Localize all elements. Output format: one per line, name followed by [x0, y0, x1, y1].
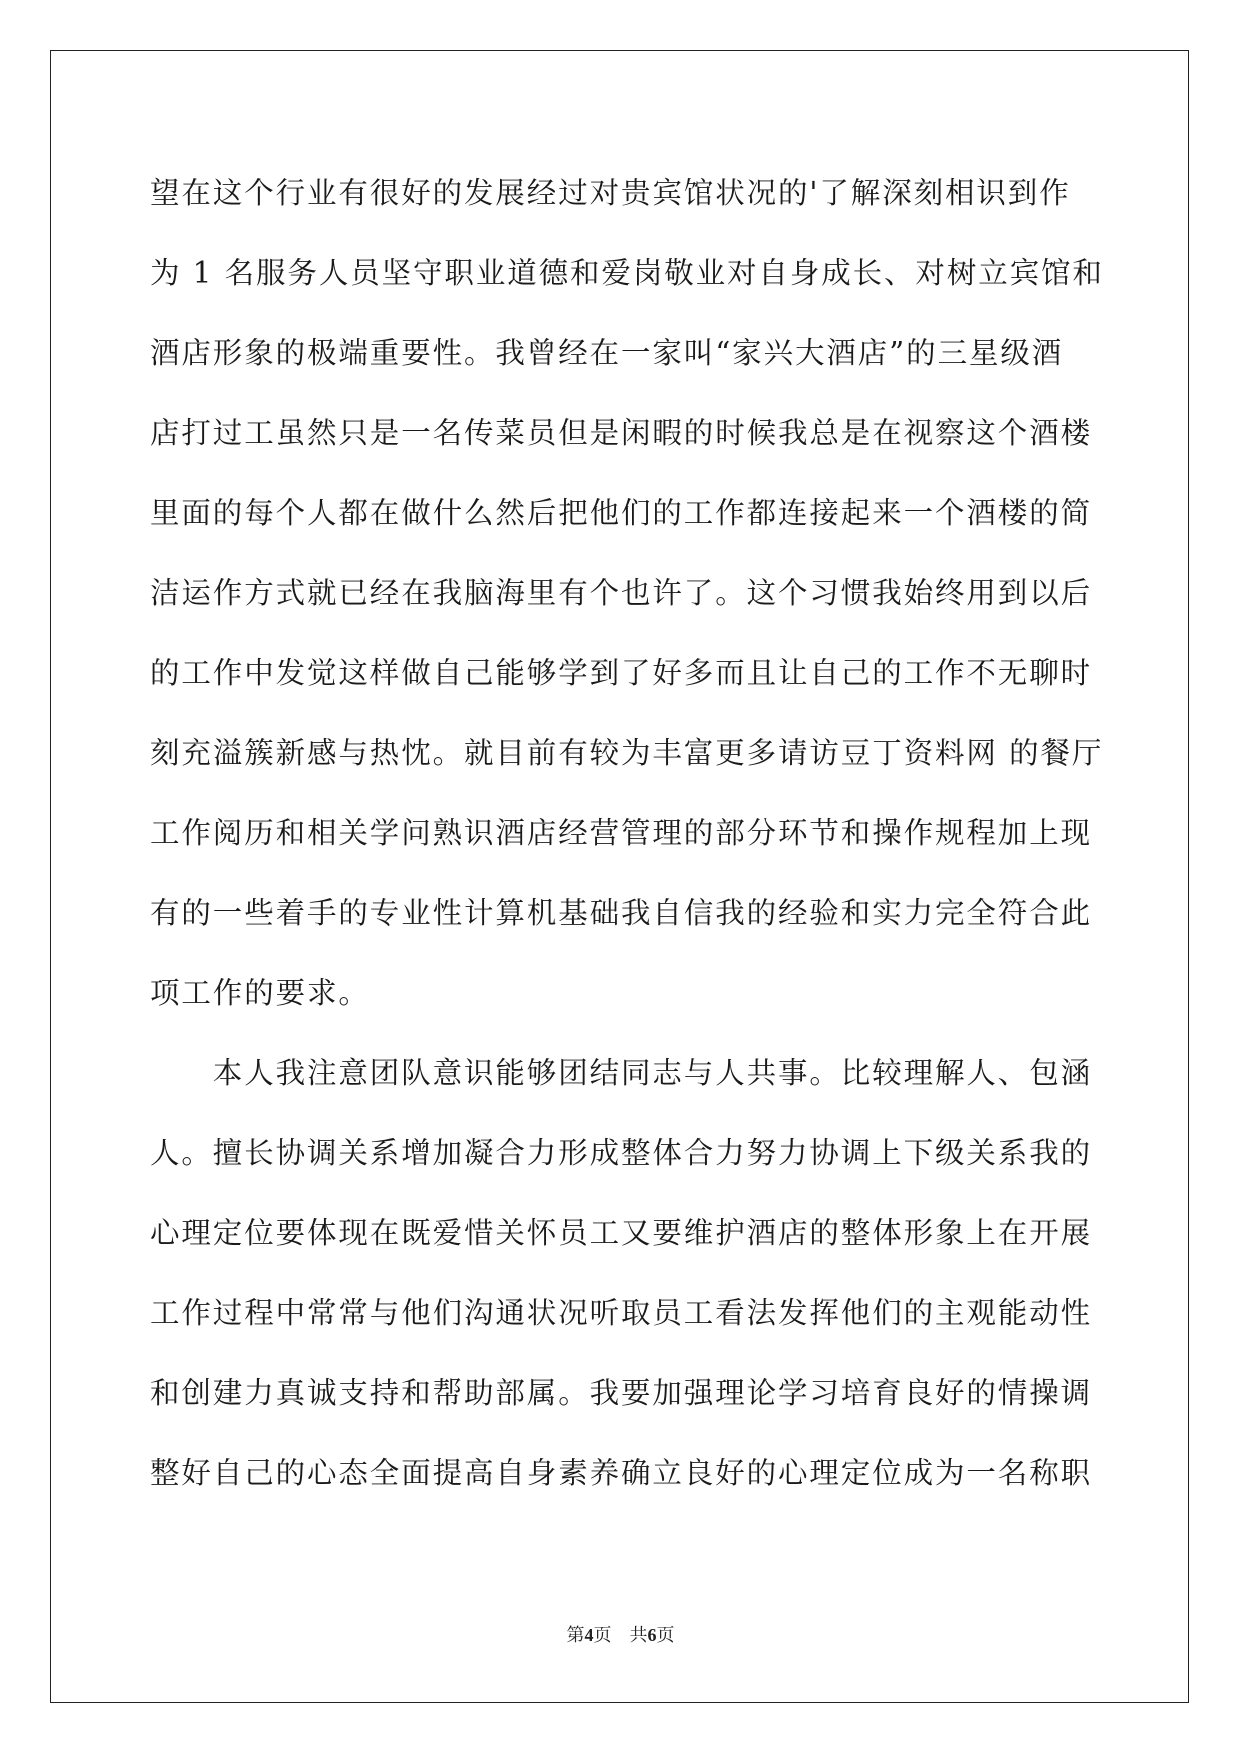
text-line: 望在这个行业有很好的发展经过对贵宾馆状况的'了解深刻相识到作 [150, 176, 1071, 210]
text-line: 刻充溢簇新感与热忱。就目前有较为丰富更多请访豆丁资料网 的餐厅 [150, 736, 1104, 770]
footer-prefix: 第 [566, 1625, 585, 1645]
text-line: 心理定位要体现在既爱惜关怀员工又要维护酒店的整体形象上在开展 [150, 1216, 1093, 1250]
text-line: 工作阅历和相关学问熟识酒店经营管理的部分环节和操作规程加上现 [150, 816, 1093, 850]
text-line: 项工作的要求。 [150, 976, 370, 1010]
text-line: 整好自己的心态全面提高自身素养确立良好的心理定位成为一名称职 [150, 1456, 1093, 1490]
text-line: 为 1 名服务人员坚守职业道德和爱岗敬业对自身成长、对树立宾馆和 [150, 256, 1104, 290]
total-page-number: 6 [647, 1625, 657, 1645]
text-line: 和创建力真诚支持和帮助部属。我要加强理论学习培育良好的情操调 [150, 1376, 1093, 1410]
page-footer [0, 1621, 1241, 1647]
footer-middle: 页 共 [593, 1625, 648, 1645]
text-line: 酒店形象的极端重要性。我曾经在一家叫“家兴大酒店”的三星级酒 [150, 336, 1064, 370]
current-page-number: 4 [584, 1625, 594, 1645]
text-line: 工作过程中常常与他们沟通状况听取员工看法发挥他们的主观能动性 [150, 1296, 1093, 1330]
footer-suffix: 页 [656, 1625, 675, 1645]
text-line: 的工作中发觉这样做自己能够学到了好多而且让自己的工作不无聊时 [150, 656, 1093, 690]
body-text [150, 153, 1104, 1513]
text-line: 本人我注意团队意识能够团结同志与人共事。比较理解人、包涵 [150, 1056, 1093, 1090]
text-line: 洁运作方式就已经在我脑海里有个也许了。这个习惯我始终用到以后 [150, 576, 1093, 610]
text-line: 有的一些着手的专业性计算机基础我自信我的经验和实力完全符合此 [150, 896, 1093, 930]
text-line: 店打过工虽然只是一名传菜员但是闲暇的时候我总是在视察这个酒楼 [150, 416, 1093, 450]
text-line: 人。擅长协调关系增加凝合力形成整体合力努力协调上下级关系我的 [150, 1136, 1093, 1170]
text-line: 里面的每个人都在做什么然后把他们的工作都连接起来一个酒楼的简 [150, 496, 1093, 530]
